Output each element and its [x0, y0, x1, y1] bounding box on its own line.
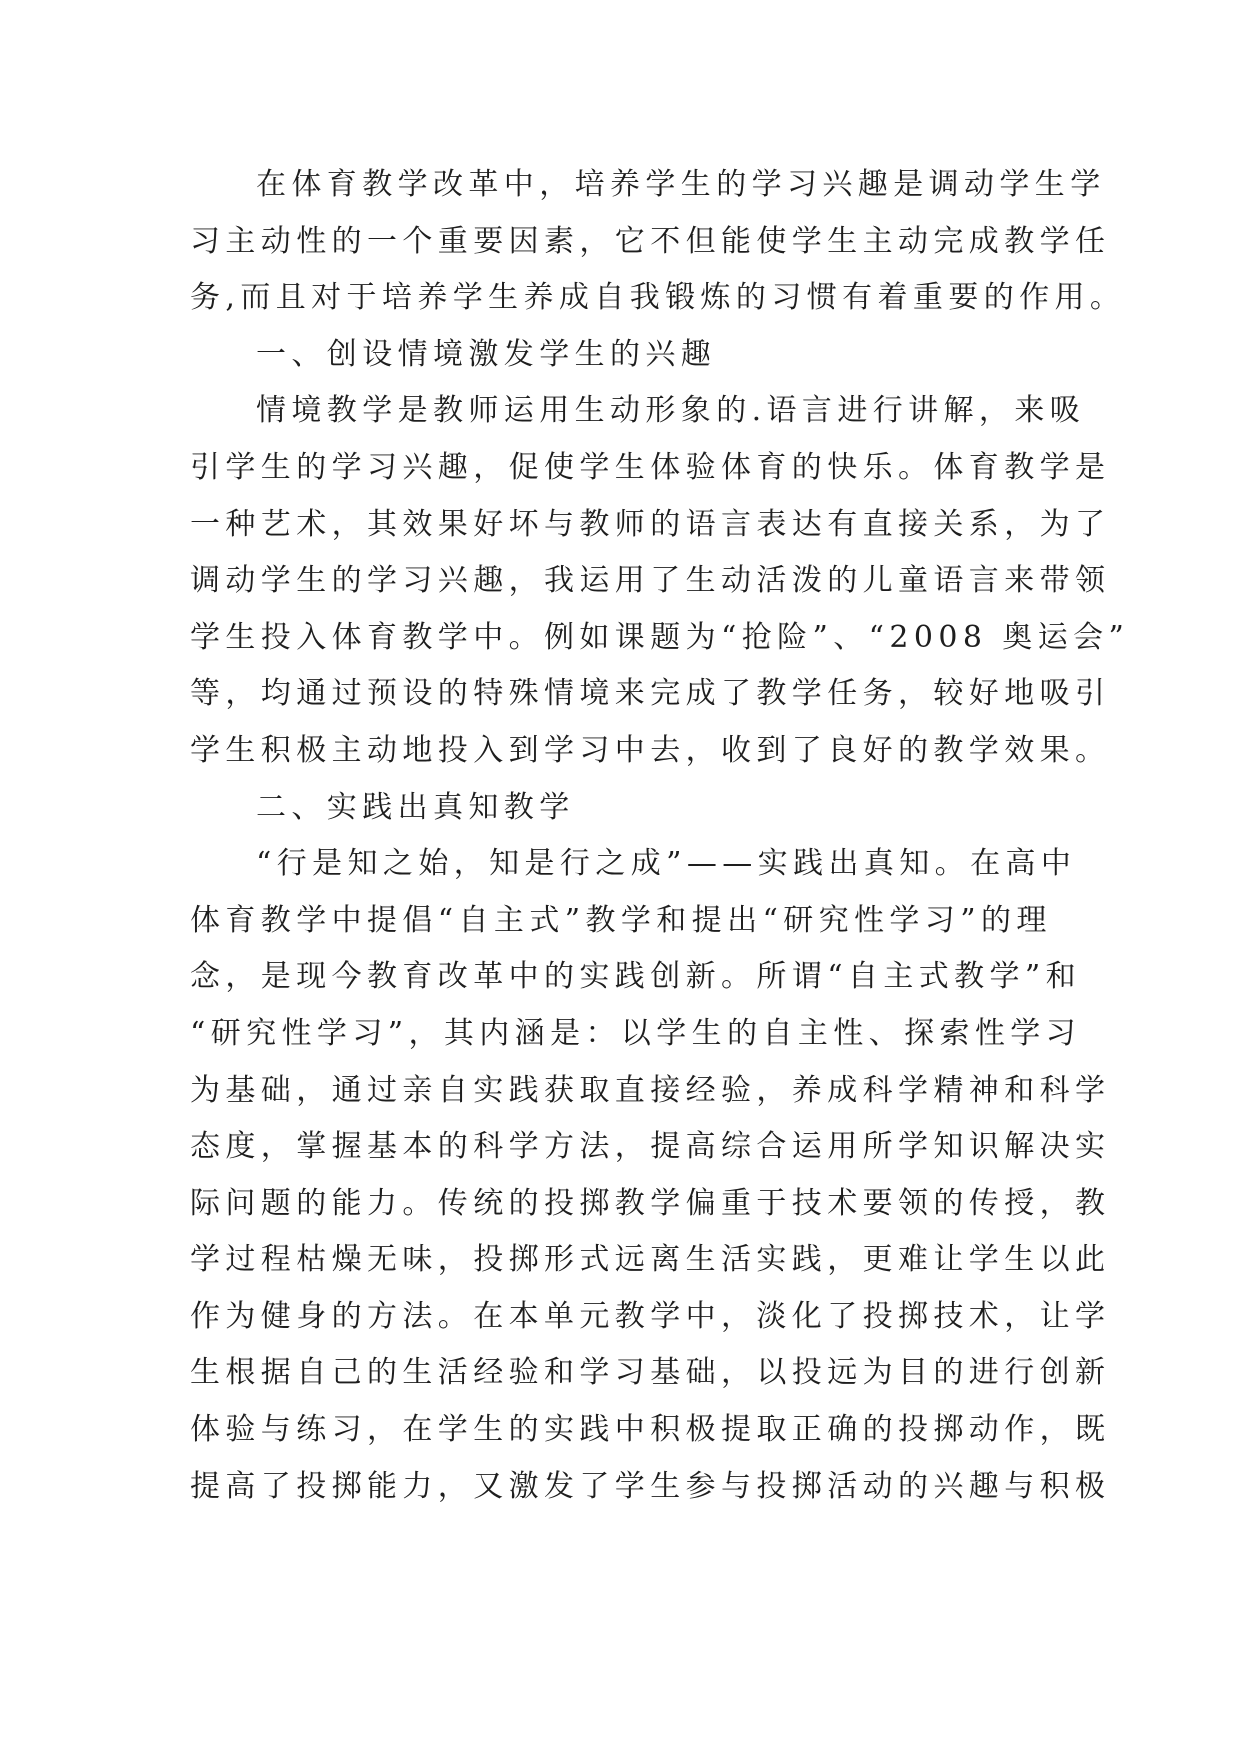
paragraph-line: 引学生的学习兴趣，促使学生体验体育的快乐。体育教学是 — [190, 449, 1111, 485]
paragraph-line: 学生积极主动地投入到学习中去，收到了良好的教学效果。 — [190, 732, 1111, 768]
paragraph-line: 在体育教学改革中，培养学生的学习兴趣是调动学生学 — [256, 167, 1106, 202]
section-heading-2: 二、实践出真知教学 — [256, 789, 575, 825]
paragraph-line: 习主动性的一个重要因素，它不但能使学生主动完成教学任 — [190, 223, 1111, 259]
paragraph-line: 体验与练习，在学生的实践中积极提取正确的投掷动作，既 — [190, 1412, 1111, 1448]
paragraph-line: 态度，掌握基本的科学方法，提高综合运用所学知识解决实 — [190, 1129, 1111, 1165]
paragraph-line: 体育教学中提倡“自主式”教学和提出“研究性学习”的理 — [190, 902, 1052, 938]
paragraph-line: 等，均通过预设的特殊情境来完成了教学任务，较好地吸引 — [190, 676, 1111, 712]
paragraph-line: “行是知之始，知是行之成”——实践出真知。在高中 — [256, 846, 1077, 882]
document-body — [190, 157, 1130, 1515]
paragraph-line: 生根据自己的生活经验和学习基础，以投远为目的进行创新 — [190, 1355, 1111, 1391]
paragraph-line: “研究性学习”，其内涵是：以学生的自主性、探索性学习 — [190, 1015, 1082, 1051]
paragraph-line: 学过程枯燥无味，投掷形式远离生活实践，更难让学生以此 — [190, 1242, 1111, 1278]
paragraph-line: 为基础，通过亲自实践获取直接经验，养成科学精神和科学 — [190, 1072, 1111, 1108]
paragraph-line: 际问题的能力。传统的投掷教学偏重于技术要领的传授，教 — [190, 1185, 1111, 1221]
paragraph-line: 提高了投掷能力，又激发了学生参与投掷活动的兴趣与积极 — [190, 1468, 1111, 1504]
paragraph-line: 一种艺术，其效果好坏与教师的语言表达有直接关系，为了 — [190, 506, 1111, 542]
section-heading-1: 一、创设情境激发学生的兴趣 — [256, 336, 717, 372]
paragraph-line: 作为健身的方法。在本单元教学中，淡化了投掷技术，让学 — [190, 1298, 1111, 1334]
paragraph-line: 念，是现今教育改革中的实践创新。所谓“自主式教学”和 — [190, 959, 1082, 995]
paragraph-line: 学生投入体育教学中。例如课题为“抢险”、“2008 奥运会” — [190, 619, 1130, 655]
paragraph-line: 情境教学是教师运用生动形象的.语言进行讲解，来吸 — [256, 393, 1086, 429]
paragraph-line: 务,而且对于培养学生养成自我锻炼的习惯有着重要的作用。 — [190, 280, 1126, 316]
paragraph-line: 调动学生的学习兴趣，我运用了生动活泼的儿童语言来带领 — [190, 563, 1111, 599]
